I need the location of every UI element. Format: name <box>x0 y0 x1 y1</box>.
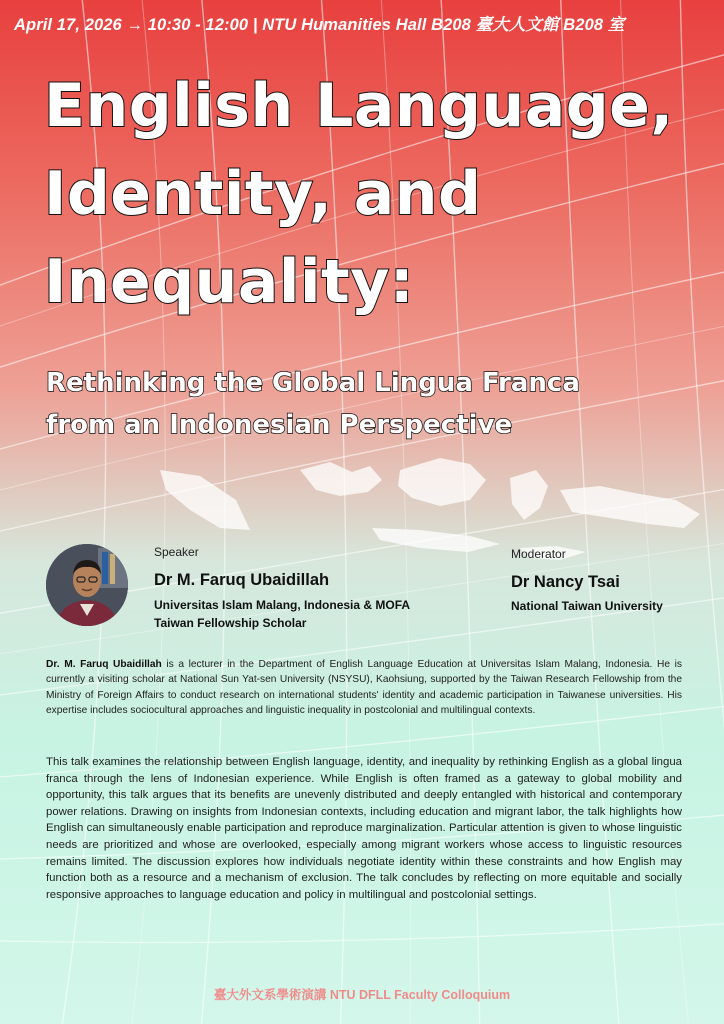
bio-text: is a lecturer in the Department of English Language Education at Universitas Islam Malang, Indonesia. He is currently a visiting scholar at National Sun Yat-sen University (NSYSU), Kaohsiung, supported by the Taiwan Research Fellowship from the Ministry of Foreign Affairs to conduct research on international students' identity and academic participation in Taiwanese universities. His expertise includes sociocultural approaches and linguistic inequality in postcolonial and multilingual contexts. <box>46 659 682 717</box>
speaker-portrait-icon <box>46 544 128 626</box>
speaker-bio <box>46 657 682 719</box>
moderator-label: Moderator <box>511 547 566 561</box>
talk-abstract: This talk examines the relationship between English language, identity, and inequality by rethinking English as a global lingua franca through the lens of Indonesian experience. While English is often framed as a gateway to global mobility and opportunity, this talk argues that its benefits are unevenly distributed and deeply entangled with historical and contemporary power relations. Drawing on insights from Indonesian contexts, including education and migrant labor, the talk highlights how English can simultaneously enable participation and reproduce marginalization. Particular attention is given to whose linguistic needs are prioritized and whose are overlooked, especially among migrant workers whose access to linguistic resources remains limited. The discussion explores how individuals negotiate identity within these constraints and how English may function both as a resource and a mechanism of exclusion. The talk concludes by reflecting on more equitable and socially responsive approaches to language education and policy in multilingual and postcolonial settings. <box>46 756 682 901</box>
speaker-label: Speaker <box>154 545 199 559</box>
title-line-2: Identity, and <box>44 159 482 229</box>
talk-title <box>44 62 674 326</box>
subtitle-line-1: Rethinking the Global Lingua Franca <box>46 368 580 398</box>
speaker-affiliation-line-2: Taiwan Fellowship Scholar <box>154 616 307 630</box>
title-line-3: Inequality: <box>44 247 415 317</box>
colloquium-footer: 臺大外文系學術演講 NTU DFLL Faculty Colloquium <box>213 988 511 1002</box>
event-date-time-venue: April 17, 2026 → 10:30 - 12:00 | NTU Humanities Hall B208 臺大人文館 B208 室 <box>14 16 625 34</box>
moderator-affiliation: National Taiwan University <box>511 599 663 613</box>
speaker-affiliation-line-1: Universitas Islam Malang, Indonesia & MOFA <box>154 598 411 612</box>
speaker-affiliation <box>154 596 454 632</box>
subtitle-line-2: from an Indonesian Perspective <box>46 410 513 440</box>
title-line-1: English Language, <box>44 71 674 141</box>
moderator-name: Dr Nancy Tsai <box>511 573 620 591</box>
speaker-name: Dr M. Faruq Ubaidillah <box>154 571 330 589</box>
speaker-photo <box>46 544 128 626</box>
bio-speaker-name: Dr. M. Faruq Ubaidillah <box>46 659 162 670</box>
talk-subtitle <box>46 362 646 446</box>
